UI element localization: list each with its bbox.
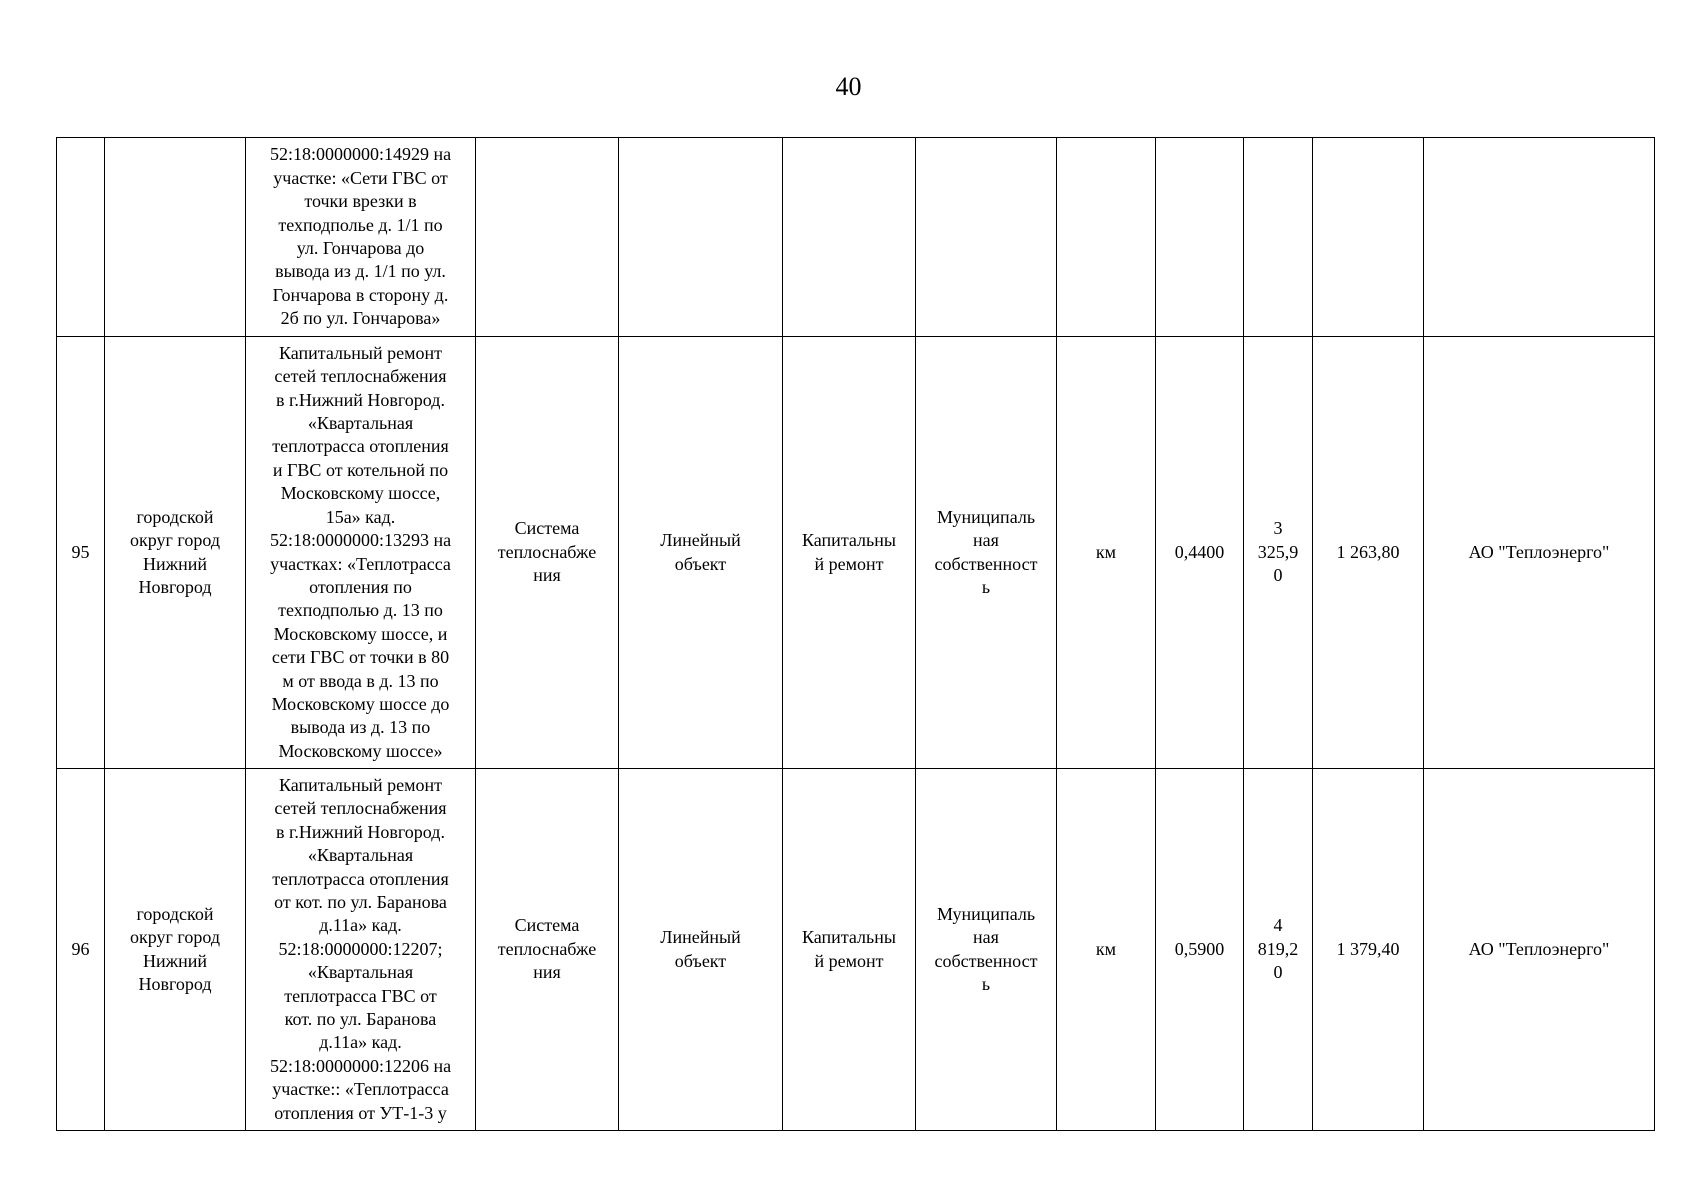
objects-table xyxy=(56,137,1655,1131)
page-number: 40 xyxy=(835,72,862,101)
cost-b-cell xyxy=(1313,138,1424,337)
cost-a-cell xyxy=(1244,138,1313,337)
row-number-cell: 95 xyxy=(57,337,105,769)
length-cell: 0,4400 xyxy=(1156,337,1244,769)
cost-b-cell: 1 263,80 xyxy=(1313,337,1424,769)
table-row xyxy=(57,337,1655,769)
object-type-cell xyxy=(619,138,783,337)
length-cell: 0,5900 xyxy=(1156,769,1244,1131)
system-cell: Система теплоснабже ния xyxy=(476,337,619,769)
description-cell: 52:18:0000000:14929 на участке: «Сети ГВС от точки врезки в техподполье д. 1/1 по ул. Гончарова до вывода из д. 1/1 по ул. Гончарова в сторону д. 2б по ул. Гончарова» xyxy=(246,138,476,337)
ownership-cell xyxy=(916,138,1057,337)
object-type-cell: Линейный объект xyxy=(619,769,783,1131)
territory-cell: городской округ город Нижний Новгород xyxy=(105,337,246,769)
unit-cell: км xyxy=(1057,337,1156,769)
cost-b-cell: 1 379,40 xyxy=(1313,769,1424,1131)
operator-cell: АО "Теплоэнерго" xyxy=(1424,337,1655,769)
length-cell xyxy=(1156,138,1244,337)
system-cell xyxy=(476,138,619,337)
work-type-cell: Капитальны й ремонт xyxy=(783,337,916,769)
work-type-cell: Капитальны й ремонт xyxy=(783,769,916,1131)
work-type-cell xyxy=(783,138,916,337)
row-number-cell xyxy=(57,138,105,337)
table-row xyxy=(57,769,1655,1131)
description-cell: Капитальный ремонт сетей теплоснабжения в г.Нижний Новгород. «Квартальная теплотрасса отопления и ГВС от котельной по Московскому шоссе, 15а» кад. 52:18:0000000:13293 на участках: «Теплотрасса отопления по техподполью д. 13 по Московскому шоссе, и сети ГВС от точки в 80 м от ввода в д. 13 по Московскому шоссе до вывода из д. 13 по Московскому шоссе» xyxy=(246,337,476,769)
unit-cell: км xyxy=(1057,769,1156,1131)
territory-cell xyxy=(105,138,246,337)
system-cell: Система теплоснабже ния xyxy=(476,769,619,1131)
row-number-cell: 96 xyxy=(57,769,105,1131)
unit-cell xyxy=(1057,138,1156,337)
operator-cell xyxy=(1424,138,1655,337)
object-type-cell: Линейный объект xyxy=(619,337,783,769)
cost-a-cell: 3 325,9 0 xyxy=(1244,337,1313,769)
cost-a-cell: 4 819,2 0 xyxy=(1244,769,1313,1131)
table-row xyxy=(57,138,1655,337)
operator-cell: АО "Теплоэнерго" xyxy=(1424,769,1655,1131)
ownership-cell: Муниципаль ная собственност ь xyxy=(916,337,1057,769)
description-cell: Капитальный ремонт сетей теплоснабжения в г.Нижний Новгород. «Квартальная теплотрасса отопления от кот. по ул. Баранова д.11а» кад. 52:18:0000000:12207; «Квартальная теплотрасса ГВС от кот. по ул. Баранова д.11а» кад. 52:18:0000000:12206 на участке:: «Теплотрасса отопления от УТ-1-3 у xyxy=(246,769,476,1131)
territory-cell: городской округ город Нижний Новгород xyxy=(105,769,246,1131)
ownership-cell: Муниципаль ная собственност ь xyxy=(916,769,1057,1131)
